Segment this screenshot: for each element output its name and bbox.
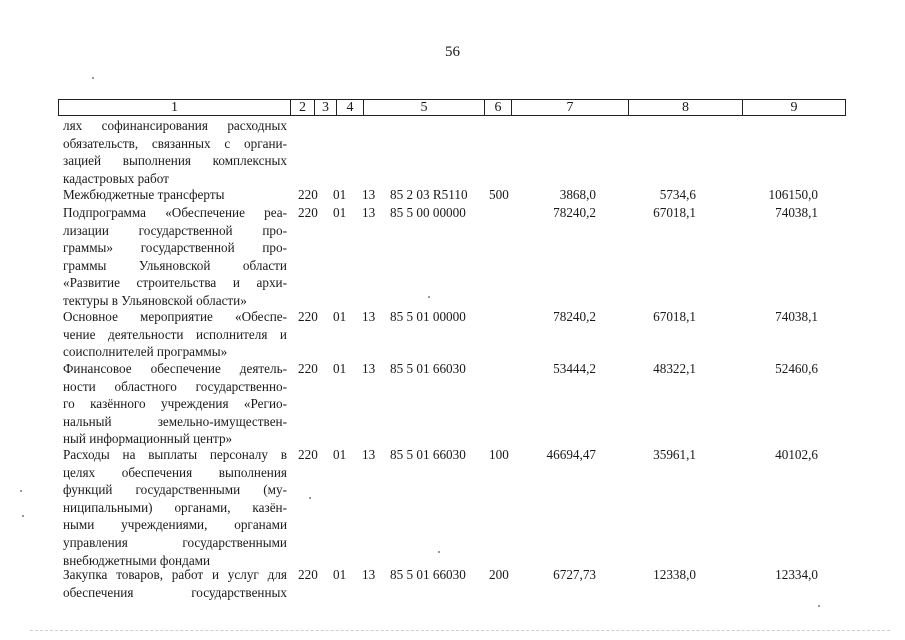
row-description	[63, 308, 287, 361]
page-number: 56	[445, 44, 460, 60]
desc-line: внебюджетными фондами	[63, 552, 211, 568]
desc-line: го казённого учреждения «Регио-	[63, 396, 287, 412]
cell-expense-type: 500	[489, 187, 509, 202]
cell-section: 01	[333, 205, 347, 220]
cell-target-article: 85 5 01 66030	[390, 361, 466, 376]
scan-speck	[22, 515, 24, 517]
cell-target-article: 85 5 01 00000	[390, 309, 466, 324]
cell-section: 01	[333, 309, 347, 324]
cell-amount-8: 12338,0	[653, 567, 696, 582]
desc-line: Подпрограмма «Обеспечение реа-	[63, 205, 287, 220]
cell-amount-8: 67018,1	[653, 309, 696, 324]
cell-ministry: 220	[298, 361, 318, 376]
cell-subsection: 13	[362, 205, 376, 220]
desc-line: «Развитие строительства и архи-	[63, 275, 287, 291]
row-description	[63, 566, 287, 601]
row-description	[63, 360, 287, 448]
desc-line: тектуры в Ульяновской области»	[63, 292, 247, 308]
header-col-3: 3	[315, 100, 337, 115]
desc-line: управления государственными	[63, 534, 287, 550]
desc-line: Межбюджетные трансферты	[63, 187, 225, 202]
cell-ministry: 220	[298, 567, 318, 582]
cell-subsection: 13	[362, 361, 376, 376]
cell-amount-9: 40102,6	[775, 447, 818, 462]
scan-speck	[309, 497, 311, 499]
cell-subsection: 13	[362, 447, 376, 462]
header-col-9: 9	[790, 100, 798, 115]
cell-amount-7: 78240,2	[553, 309, 596, 324]
desc-line: Финансовое обеспечение деятель-	[63, 361, 287, 376]
cell-target-article: 85 5 01 66030	[390, 567, 466, 582]
desc-line: обеспечения государственных	[63, 584, 287, 600]
desc-line: зацией выполнения комплексных	[63, 153, 287, 169]
cell-amount-9: 74038,1	[775, 309, 818, 324]
cell-amount-7: 3868,0	[559, 187, 596, 202]
scan-speck	[428, 296, 430, 298]
desc-line: ными учреждениями, органами	[63, 517, 287, 533]
cell-amount-8: 35961,1	[653, 447, 696, 462]
desc-line: граммы» государственной про-	[63, 240, 287, 256]
desc-line: нальный земельно-имуществен-	[63, 413, 287, 429]
scan-speck	[92, 77, 94, 79]
cell-ministry: 220	[298, 205, 318, 220]
cell-section: 01	[333, 361, 347, 376]
desc-line: Закупка товаров, работ и услуг для	[63, 567, 287, 582]
cell-ministry: 220	[298, 187, 318, 202]
row-description	[63, 117, 287, 187]
cell-amount-8: 67018,1	[653, 205, 696, 220]
desc-line: ности областного государственно-	[63, 378, 287, 394]
cell-amount-9: 106150,0	[768, 187, 818, 202]
desc-line: кадастровых работ	[63, 170, 169, 186]
cell-amount-7: 46694,47	[546, 447, 596, 462]
scan-speck	[438, 551, 440, 553]
cell-amount-7: 6727,73	[553, 567, 596, 582]
table-header	[58, 99, 846, 116]
cell-section: 01	[333, 187, 347, 202]
header-col-5: 5	[364, 100, 485, 115]
cell-amount-7: 53444,2	[553, 361, 596, 376]
cell-amount-8: 5734,6	[659, 187, 696, 202]
scan-edge	[30, 630, 890, 632]
header-col-4: 4	[337, 100, 364, 115]
desc-line: ный информационный центр»	[63, 431, 233, 447]
cell-target-article: 85 5 00 00000	[390, 205, 466, 220]
cell-amount-9: 74038,1	[775, 205, 818, 220]
desc-line: Расходы на выплаты персоналу в	[63, 447, 287, 462]
cell-amount-7: 78240,2	[553, 205, 596, 220]
desc-line: граммы Ульяновской области	[63, 257, 287, 273]
cell-amount-9: 52460,6	[775, 361, 818, 376]
desc-line: Основное мероприятие «Обеспе-	[63, 309, 287, 324]
row-description	[63, 446, 287, 569]
scan-speck	[818, 605, 820, 607]
cell-ministry: 220	[298, 309, 318, 324]
cell-expense-type: 200	[489, 567, 509, 582]
cell-target-article: 85 2 03 R5110	[390, 187, 468, 202]
cell-amount-8: 48322,1	[653, 361, 696, 376]
header-col-2: 2	[291, 100, 315, 115]
cell-expense-type: 100	[489, 447, 509, 462]
row-description	[63, 204, 287, 310]
cell-section: 01	[333, 567, 347, 582]
desc-line: чение деятельности исполнителя и	[63, 326, 287, 342]
desc-line: ниципальными) органами, казён-	[63, 499, 287, 515]
cell-amount-9: 12334,0	[775, 567, 818, 582]
desc-line: целях обеспечения выполнения	[63, 464, 287, 480]
cell-subsection: 13	[362, 187, 376, 202]
cell-ministry: 220	[298, 447, 318, 462]
desc-line: лях софинансирования расходных	[63, 118, 287, 133]
desc-line: лизации государственной про-	[63, 222, 287, 238]
scan-speck	[20, 490, 22, 492]
desc-line: обязательств, связанных с органи-	[63, 135, 287, 151]
header-col-6: 6	[485, 100, 512, 115]
desc-line: соисполнителей программы»	[63, 344, 228, 360]
header-col-7: 7	[512, 100, 629, 115]
cell-target-article: 85 5 01 66030	[390, 447, 466, 462]
cell-subsection: 13	[362, 309, 376, 324]
desc-line: функций государственными (му-	[63, 482, 287, 498]
header-col-1: 1	[59, 100, 291, 115]
cell-section: 01	[333, 447, 347, 462]
header-col-8: 8	[629, 100, 743, 115]
cell-subsection: 13	[362, 567, 376, 582]
row-description	[63, 186, 287, 204]
